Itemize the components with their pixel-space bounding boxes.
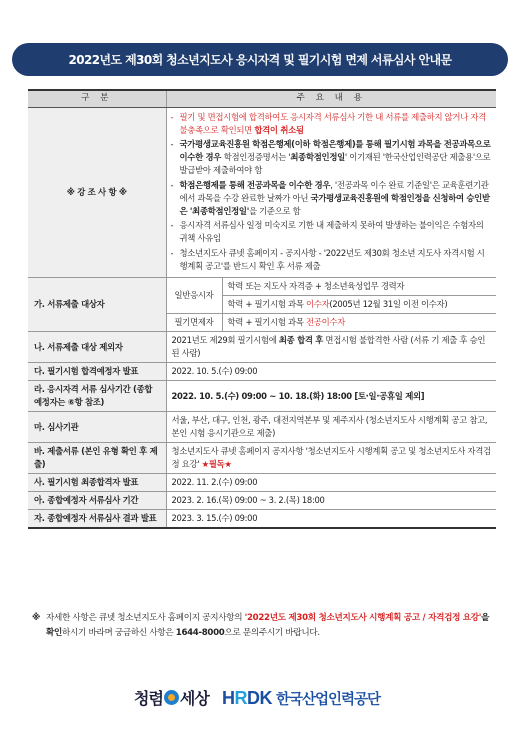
hrdk-letter-r: R (234, 688, 247, 708)
text-segment: 2021년도 제29회 필기시험에 (171, 335, 279, 346)
text-segment: 하시기 바라며 궁금하신 사항은 (62, 628, 176, 639)
text-segment: 2022. 10. 5.(수) 09:00 (171, 366, 258, 377)
globe-icon (164, 690, 179, 705)
text-segment: 2023. 3. 15.(수) 09:00 (171, 513, 258, 524)
row-value (166, 412, 496, 443)
emphasis-item-text (180, 111, 492, 137)
text-segment: 응시자격 서류심사 일정 미숙지로 기한 내 제출하지 못하여 발생하는 불이익은 수험자의 귀책 사유임 (179, 220, 484, 244)
general-row-1 (222, 278, 496, 296)
table-row (28, 443, 496, 474)
hrdk-logo (222, 688, 380, 709)
emphasis-item (171, 219, 492, 245)
hrdk-letter-h: H (222, 688, 235, 708)
row-label: 라. 응시자격 서류 심사기간 (종합예정자는 ⑥항 참조) (28, 381, 166, 412)
text-segment: 서울, 부산, 대구, 인천, 광주, 대전지역본부 및 제주지사 (청소년지도사 시행계획 공고 참고, 본인 시험 응시기관으로 제출) (171, 415, 488, 439)
text-segment: 2022. 11. 2.(수) 09:00 (171, 477, 258, 488)
emphasis-item-text (180, 138, 492, 177)
text-segment: 필기 및 면접시험에 합격하여도 응시자격 서류심사 기한 내 서류를 제출하지 않거나 자격 불충족으로 확인되면 (179, 111, 486, 135)
row-value (166, 474, 496, 492)
clean-world-logo (134, 686, 209, 709)
hrdk-wordmark (222, 688, 272, 709)
bullet-dash: - (170, 139, 174, 150)
hrdk-letters-dk: DK (247, 688, 272, 708)
general-applicant-label: 일반응시자 (166, 278, 222, 314)
logo-left-text-a: 청렴 (134, 689, 163, 708)
bullet-dash: - (170, 220, 174, 231)
emphasis-item-text (180, 179, 492, 218)
footnote (32, 611, 498, 641)
text-segment: 최종학점인정일 (290, 152, 345, 163)
table-row (28, 474, 496, 492)
text-segment: 국가평생교육진흥원에 학점인정을 신청하여 승인받은 '최종학점인정일' (179, 192, 490, 216)
emphasis-item (171, 138, 492, 177)
text-segment: 국가평생교육진흥원 학점은행제(이하 학점은행제)를 통해 필기시험 과목을 전공과목으로 이수한 경우 (179, 139, 491, 163)
row-label: 나. 서류제출 대상 제외자 (28, 332, 166, 363)
row-label: 자. 종합예정자 서류심사 결과 발표 (28, 510, 166, 529)
text-segment: 2022. 10. 5.(수) 09:00 ~ 10. 18.(화) 18:00 [토·일·공휴일 제외] (171, 390, 425, 401)
header-category: 구 분 (28, 90, 166, 107)
target-row-1 (28, 278, 496, 296)
table-row (28, 381, 496, 412)
text-segment: 최종 합격 후 (278, 335, 324, 346)
text-segment: (2005년 12월 31일 이전 이수자) (329, 299, 448, 310)
emphasis-item-text (180, 247, 492, 273)
page-title: 2022년도 제30회 청소년지도사 응시자격 및 필기시험 면제 서류심사 안내문 (12, 43, 508, 76)
footnote-star: ※ (32, 613, 41, 623)
table-header-row (28, 90, 496, 107)
general-row-2 (222, 296, 496, 314)
table-row (28, 363, 496, 381)
emphasis-item (171, 111, 492, 137)
hrdk-korean-name: 한국산업인력공단 (276, 692, 381, 708)
table-row (28, 412, 496, 443)
text-segment: 을 기준으로 함 (248, 205, 301, 216)
row-label: 마. 심사기관 (28, 412, 166, 443)
text-segment: , '전공과목 이수 완료 기준일'은 교육훈련기관에서 과목을 수강 완료한 날짜가 아닌 (179, 179, 489, 203)
row-label: 사. 필기시험 최종합격자 발표 (28, 474, 166, 492)
text-segment: 학점은행제를 통해 전공과목을 이수한 경우 (179, 179, 331, 190)
row-value (166, 443, 496, 474)
text-segment: 학력 + 필기시험 과목 (227, 317, 306, 328)
text-segment: 학력 또는 지도사 자격증 + 청소년육성업무 경력자 (227, 281, 405, 292)
logo-area (0, 684, 520, 714)
exempt-applicant-label: 필기면제자 (166, 314, 222, 332)
emphasis-row (28, 107, 496, 278)
text-segment: 면접시험 불합격한 사람 (서류 기 제출 후 승인된 사람) (171, 335, 486, 359)
text-segment: 학점인정증명서는 ' (223, 152, 291, 163)
text-segment: 2023. 2. 16.(목) 09:00 ~ 3. 2.(목) 18:00 (171, 495, 325, 506)
info-table (28, 89, 496, 529)
header-content: 주 요 내 용 (166, 90, 496, 107)
table-row (28, 510, 496, 529)
row-label: 바. 제출서류 (본인 유형 확인 후 제출) (28, 443, 166, 474)
text-segment: ' 이기재된 '한국산업인력공단 제출용'으로 발급받아 제출하여야 함 (179, 152, 491, 176)
text-segment: 을 확인 (46, 613, 490, 639)
bullet-dash: - (170, 247, 174, 258)
text-segment: 으로 문의주시기 바랍니다. (224, 628, 320, 639)
text-segment: 이수자 (306, 299, 330, 310)
emphasis-item (171, 247, 492, 273)
row-value (166, 381, 496, 412)
text-segment: 학력 + 필기시험 과목 (227, 299, 306, 310)
text-segment: 청소년지도사 큐넷 홈페이지 - 공지사항 - '2022년도 제30회 청소년 지도사 자격시험 시행계획 공고'를 반드시 확인 후 서류 제출 (179, 247, 485, 271)
logo-left-text-b: 세상 (179, 689, 209, 708)
text-segment: 1644-8000 (175, 628, 225, 639)
emphasis-item-text (180, 219, 492, 245)
row-value (166, 363, 496, 381)
text-segment: 청소년지도사 큐넷 홈페이지 공지사항 '청소년지도사 시행계획 공고 및 청소년지도사 자격검정 요강' (171, 446, 491, 470)
target-label: 가. 서류제출 대상자 (28, 278, 166, 332)
row-value (166, 492, 496, 510)
row-value (166, 510, 496, 529)
row-label: 다. 필기시험 합격예정자 발표 (28, 363, 166, 381)
bullet-dash: - (170, 179, 174, 190)
footnote-text (46, 611, 498, 641)
text-segment: 합격이 취소됨 (254, 124, 304, 135)
text-segment: '2022년도 제30회 청소년지도사 시행계획 공고 / 자격검정 요강' (244, 613, 482, 623)
emphasis-item (171, 179, 492, 218)
exempt-row (222, 314, 496, 332)
bullet-dash: - (170, 111, 174, 122)
row-value (166, 332, 496, 363)
emphasis-label: ※ 강 조 사 항 ※ (28, 107, 166, 278)
text-segment: 전공이수자 (306, 317, 345, 328)
row-label: 아. 종합예정자 서류심사 기간 (28, 492, 166, 510)
table-row (28, 492, 496, 510)
text-segment: 자세한 사항은 큐넷 청소년지도사 홈페이지 공지사항의 (46, 613, 245, 623)
emphasis-list (166, 107, 496, 278)
table-row (28, 332, 496, 363)
text-segment: ★필독★ (201, 459, 232, 470)
